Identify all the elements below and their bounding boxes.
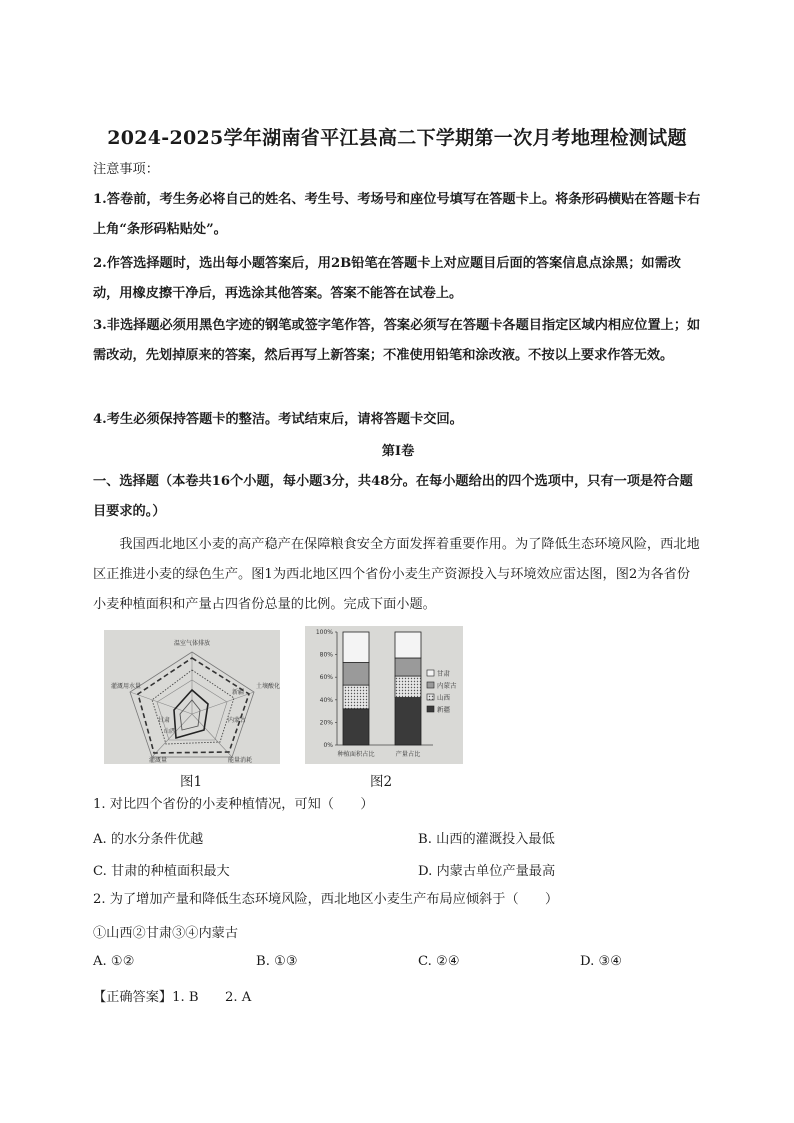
legend-label: 新疆 bbox=[437, 705, 450, 714]
y-tick-label: 100% bbox=[315, 629, 333, 636]
radar-axis-label: 能量消耗 bbox=[227, 757, 253, 764]
y-tick-label: 20% bbox=[319, 719, 333, 727]
x-category-label: 产量占比 bbox=[395, 751, 421, 758]
bar-segment bbox=[343, 685, 369, 709]
exam-title: 2024-2025学年湖南省平江县高二下学期第一次月考地理检测试题 bbox=[107, 127, 687, 149]
radar-series-gansu bbox=[174, 690, 208, 738]
radar-legend-label: 甘肃 bbox=[158, 717, 171, 724]
radar-series-shanxi bbox=[180, 700, 200, 730]
notice-item-4: 4.考生必须保持答题卡的整洁。考试结束后，请将答题卡交回。 bbox=[93, 412, 463, 427]
y-tick-label: 80% bbox=[319, 651, 333, 659]
bar-segment bbox=[395, 632, 421, 658]
radar-axis-label: 温室气体排放 bbox=[173, 640, 211, 647]
q1-option-d: D. 内蒙古单位产量最高 bbox=[418, 864, 556, 879]
bar-segment bbox=[395, 676, 421, 697]
q1-option-a: A. 的水分条件优越 bbox=[93, 832, 204, 847]
radar-spoke bbox=[192, 692, 254, 714]
bar-segment bbox=[395, 698, 421, 745]
radar-legend-label: 内蒙古 bbox=[228, 717, 247, 724]
q2-option-c: C. ②④ bbox=[418, 954, 460, 969]
radar-series-xinjiang bbox=[138, 658, 249, 753]
figure-2-stacked-bar bbox=[305, 626, 463, 764]
q2-option-a: A. ①② bbox=[93, 954, 135, 969]
legend-label: 山西 bbox=[437, 693, 450, 702]
bar-segment bbox=[343, 663, 369, 686]
q1-option-b: B. 山西的灌溉投入最低 bbox=[418, 832, 555, 847]
q1-option-c: C. 甘肃的种植面积最大 bbox=[93, 864, 230, 879]
radar-axis-label: 灌溉量 bbox=[148, 757, 168, 764]
q2-option-b: B. ①③ bbox=[256, 954, 298, 969]
legend-swatch bbox=[427, 706, 434, 712]
radar-legend-label: 山西 bbox=[164, 728, 177, 735]
figure-1-caption: 图1 bbox=[180, 774, 203, 790]
stacked-bar-chart-svg bbox=[305, 626, 463, 764]
radar-axis-label: 土壤酸化 bbox=[256, 683, 280, 690]
bar-segment bbox=[395, 658, 421, 676]
q2-option-d: D. ③④ bbox=[580, 954, 623, 969]
q2-statements: ①山西②甘肃③④内蒙古 bbox=[93, 926, 239, 941]
figure-1-radar bbox=[104, 630, 280, 764]
answer-key: 【正确答案】1. B 2. A bbox=[93, 990, 252, 1005]
y-tick-label: 60% bbox=[319, 674, 333, 682]
section-heading: 一、选择题（本卷共16个小题，每小题3分，共48分。在每小题给出的四个选项中，只有一项是符合题目要求的。） bbox=[93, 474, 693, 519]
y-tick-label: 0% bbox=[323, 742, 333, 749]
bar-segment bbox=[343, 709, 369, 745]
bar-segment bbox=[343, 632, 369, 663]
volume-heading: 第Ⅰ卷 bbox=[381, 444, 415, 459]
legend-swatch bbox=[427, 694, 434, 700]
y-tick-label: 40% bbox=[319, 696, 333, 704]
question-1-stem: 1. 对比四个省份的小麦种植情况，可知（ ） bbox=[93, 797, 374, 812]
notice-heading: 注意事项： bbox=[93, 162, 159, 177]
x-category-label: 种植面积占比 bbox=[337, 751, 375, 758]
notice-item-3: 3.非选择题必须用黑色字迹的钢笔或签字笔作答，答案必须写在答题卡各题目指定区域内相应位置上；如需改动，先划掉原来的答案，然后再写上新答案；不准使用铅笔和涂改液。不按以上要求作答无效。 bbox=[93, 318, 701, 363]
question-2-stem: 2. 为了增加产量和降低生态环境风险，西北地区小麦生产布局应倾斜于（ ） bbox=[93, 892, 559, 907]
radar-legend-label: 新疆 bbox=[232, 689, 245, 696]
notice-item-2: 2.作答选择题时，选出每小题答案后，用2B铅笔在答题卡上对应题目后面的答案信息点涂黑；如需改动，用橡皮擦干净后，再选涂其他答案。答案不能答在试卷上。 bbox=[93, 256, 681, 301]
question-intro: 我国西北地区小麦的高产稳产在保障粮食安全方面发挥着重要作用。为了降低生态环境风险，西北地区正推进小麦的绿色生产。图1为西北地区四个省份小麦生产资源投入与环境效应雷达图，图2为各省份小麦种植面积和产量占四省份总量的比例。完成下面小题。 bbox=[93, 537, 700, 612]
legend-swatch bbox=[427, 670, 434, 676]
radar-axis-label: 灌溉用水量 bbox=[110, 683, 142, 690]
legend-label: 甘肃 bbox=[437, 669, 450, 678]
radar-spoke bbox=[192, 714, 232, 757]
radar-chart-svg bbox=[104, 630, 280, 764]
notice-item-1: 1.答卷前，考生务必将自己的姓名、考生号、考场号和座位号填写在答题卡上。将条形码横贴在答题卡右上角“条形码粘贴处”。 bbox=[93, 192, 701, 237]
legend-label: 内蒙古 bbox=[437, 681, 457, 690]
figure-2-caption: 图2 bbox=[370, 774, 393, 790]
legend-swatch bbox=[427, 682, 434, 688]
